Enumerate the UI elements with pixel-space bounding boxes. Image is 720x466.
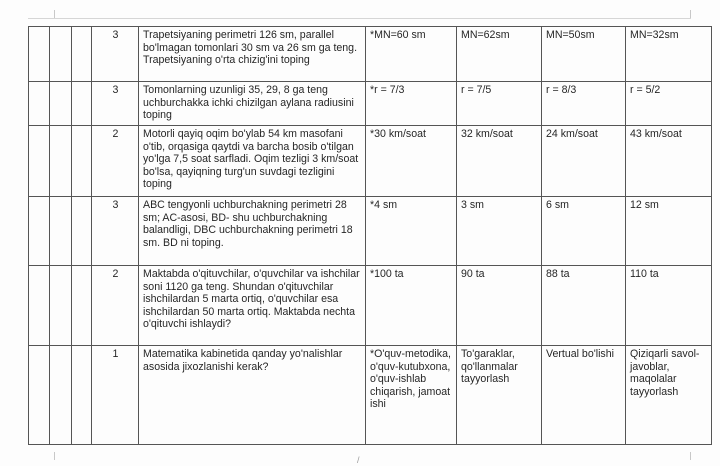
corner-marker [54,10,55,18]
table-row [29,27,712,82]
blank-cell [29,27,50,82]
question-cell: ABC tengyonli uchburchakning perimetri 28 sm; AC-asosi, BD- shu uchburchakning balandligi, DBC uchburchakning perimetri 18 sm. BD ni toping. [139,197,366,266]
test-questions-table [28,26,712,445]
score-cell: 1 [92,346,139,445]
score-cell: 2 [92,126,139,197]
question-cell: Tomonlarning uzunligi 35, 29, 8 ga teng uchburchakka ichki chizilgan aylana radiusini toping [139,82,366,126]
score-cell: 3 [92,27,139,82]
blank-cell [50,197,72,266]
table-row [29,266,712,346]
page-footer-mark: / [357,455,360,465]
answer-option-cell: Vertual bo'lishi [542,346,626,445]
answer-option-cell: 110 ta [626,266,712,346]
correct-answer-cell: *30 km/soat [366,126,457,197]
corner-marker [690,10,691,18]
correct-answer-cell: *100 ta [366,266,457,346]
blank-cell [29,266,50,346]
corner-marker [690,452,691,460]
question-cell: Trapetsiyaning perimetri 126 sm, parallel bo'lmagan tomonlari 30 sm va 26 sm ga teng. Trapetsiyaning o'rta chizig'ini toping [139,27,366,82]
blank-cell [50,82,72,126]
table-row [29,82,712,126]
answer-option-cell: 3 sm [457,197,542,266]
answer-option-cell: MN=62sm [457,27,542,82]
answer-option-cell: MN=50sm [542,27,626,82]
blank-cell [72,197,92,266]
score-cell: 3 [92,82,139,126]
answer-option-cell: 43 km/soat [626,126,712,197]
blank-cell [50,27,72,82]
blank-cell [72,266,92,346]
score-cell: 3 [92,197,139,266]
blank-cell [50,126,72,197]
blank-cell [29,82,50,126]
correct-answer-cell: *r = 7/3 [366,82,457,126]
blank-cell [72,346,92,445]
answer-option-cell: 32 km/soat [457,126,542,197]
table-row [29,126,712,197]
blank-cell [29,126,50,197]
question-cell: Matematika kabinetida qanday yo'nalishlar asosida jixozlanishi kerak? [139,346,366,445]
table-row [29,346,712,445]
answer-option-cell: r = 5/2 [626,82,712,126]
answer-option-cell: r = 7/5 [457,82,542,126]
correct-answer-cell: *MN=60 sm [366,27,457,82]
score-cell: 2 [92,266,139,346]
blank-cell [29,346,50,445]
table-row [29,197,712,266]
answer-option-cell: 12 sm [626,197,712,266]
correct-answer-cell: *O'quv-metodika, o'quv-kutubxona, o'quv-ishlab chiqarish, jamoat ishi [366,346,457,445]
answer-option-cell: r = 8/3 [542,82,626,126]
blank-cell [72,82,92,126]
answer-option-cell: 24 km/soat [542,126,626,197]
question-cell: Maktabda o'qituvchilar, o'quvchilar va ishchilar soni 1120 ga teng. Shundan o'qituvchilar ishchilardan 5 marta ortiq, o'quvchilar esa ishchilardan 50 marta ortiq. Maktabda nechta o'qituvchi ishlaydi? [139,266,366,346]
blank-cell [50,346,72,445]
blank-cell [72,126,92,197]
answer-option-cell: To'garaklar, qo'llanmalar tayyorlash [457,346,542,445]
answer-option-cell: 90 ta [457,266,542,346]
question-cell: Motorli qayiq oqim bo'ylab 54 km masofani o'tib, orqasiga qaytdi va barcha bosib o'tilgan yo'lga 7,5 soat sarfladi. Oqim tezligi 3 km/soat bo'lsa, qayiqning turg'un suvdagi tezligini toping [139,126,366,197]
blank-cell [29,197,50,266]
correct-answer-cell: *4 sm [366,197,457,266]
answer-option-cell: 88 ta [542,266,626,346]
answer-option-cell: Qiziqarli savol-javoblar, maqolalar tayyorlash [626,346,712,445]
answer-option-cell: MN=32sm [626,27,712,82]
answer-option-cell: 6 sm [542,197,626,266]
corner-marker [54,452,55,460]
blank-cell [50,266,72,346]
page-top-rule [28,18,691,19]
blank-cell [72,27,92,82]
